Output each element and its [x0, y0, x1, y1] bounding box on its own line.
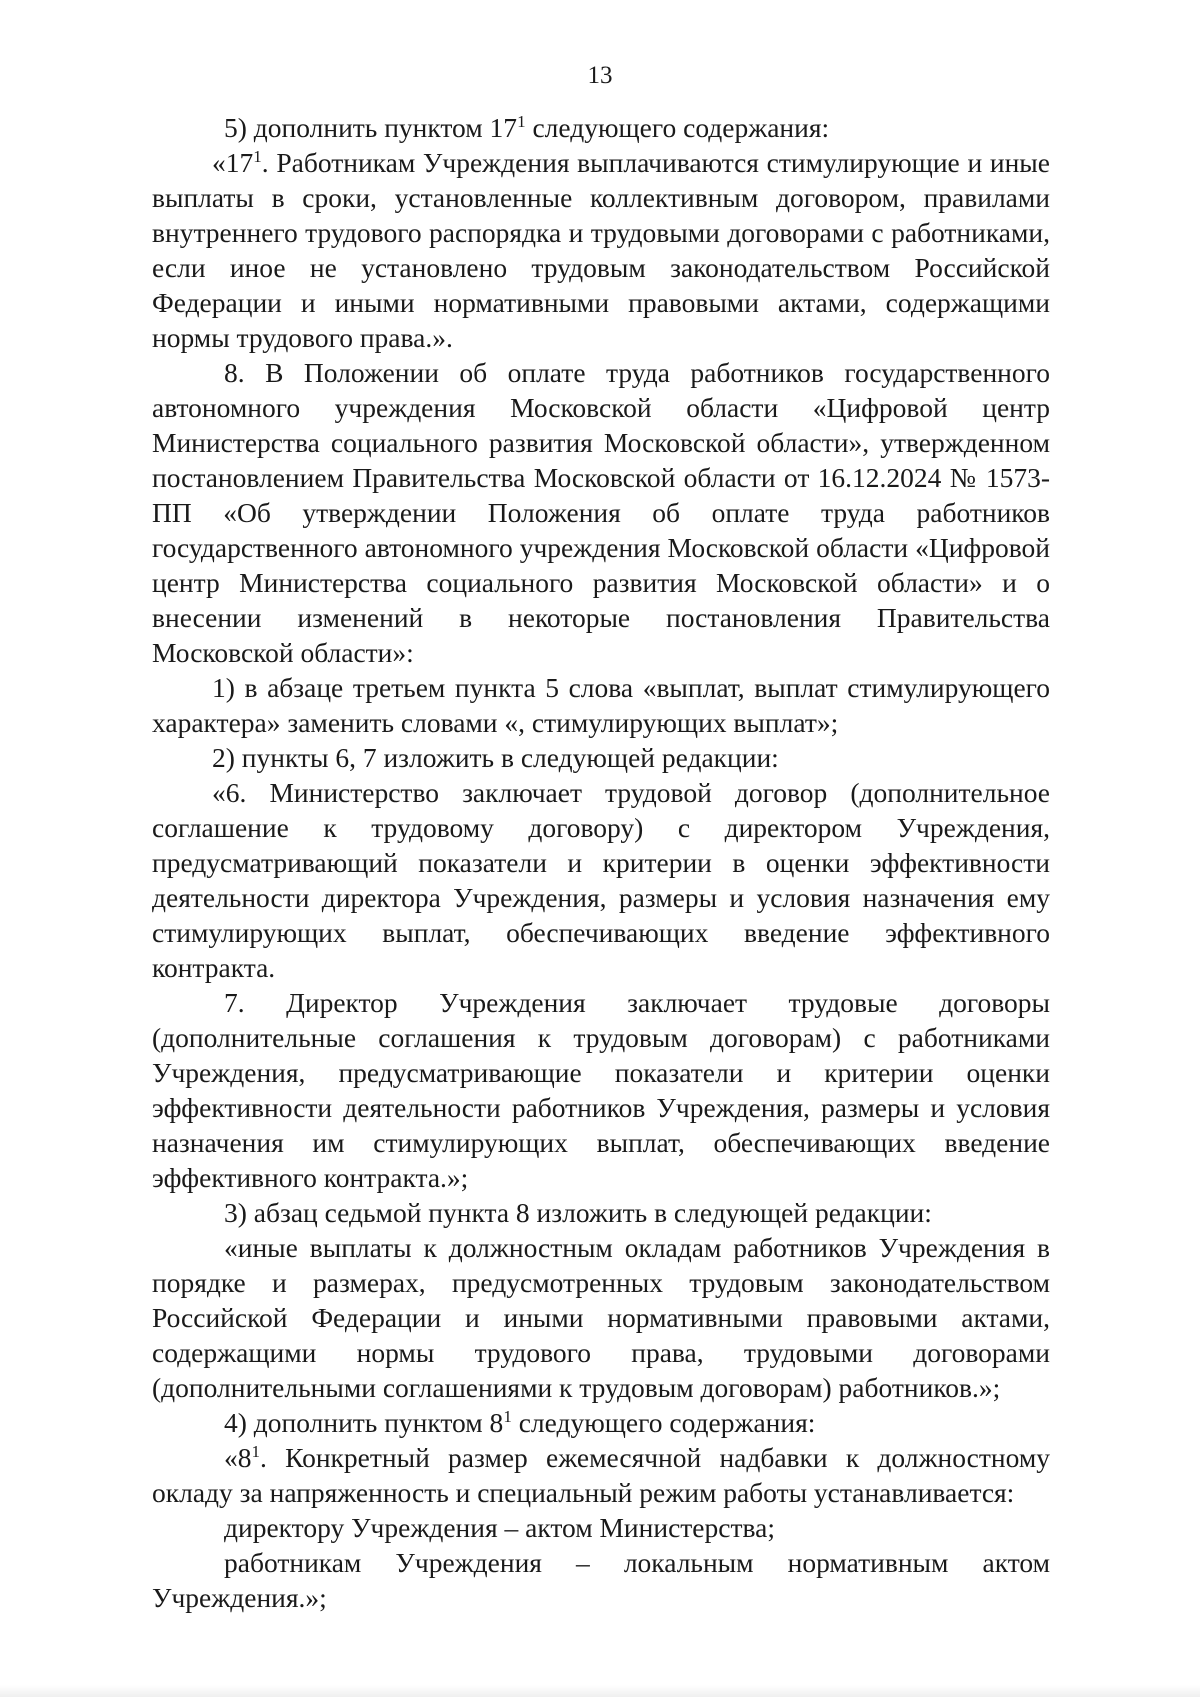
paragraph-item-1: 1) в абзаце третьем пункта 5 слова «выплат, выплат стимулирующего характера» заменить словами «, стимулирующих выплат»;	[152, 672, 1050, 738]
paragraph-item-4	[152, 1405, 1050, 1440]
paragraph-17-1-text	[152, 145, 1050, 355]
paragraph-employees: работникам Учреждения – локальным нормативным актом Учреждения.»;	[152, 1547, 1050, 1613]
paragraph-section-8: 8. В Положении об оплате труда работников государственного автономного учреждения Московской области «Цифровой центр Министерства социального развития Московской области», утвержденном постановлением Правительства Московской области от 16.12.2024 № 1573-ПП «Об утверждении Положения об оплате труда работников государственного автономного учреждения Московской области «Цифровой центр Министерства социального развития Московской области» и о внесении изменений в некоторые постановления Правительства Московской области»:	[152, 357, 1050, 668]
paragraph-item-2: 2) пункты 6, 7 изложить в следующей редакции:	[212, 742, 779, 773]
text-run: следующего содержания:	[525, 112, 830, 143]
text-run: «8	[224, 1442, 252, 1473]
text-run: . Конкретный размер ежемесячной надбавки к должностному окладу за напряженность и специальный режим работы устанавливается:	[152, 1442, 1050, 1508]
superscript: 1	[503, 1406, 512, 1426]
text-run: 5) дополнить пунктом 17	[224, 112, 518, 143]
paragraph-other-payments: «иные выплаты к должностным окладам работников Учреждения в порядке и размерах, предусмотренных трудовым законодательством Российской Федерации и иными нормативными правовыми актами, содержащими нормы трудового права, трудовыми договорами (дополнительными соглашениями к трудовым договорам) работников.»;	[152, 1232, 1050, 1403]
paragraph-point-7: 7. Директор Учреждения заключает трудовые договоры (дополнительные соглашения к трудовым договорам) с работниками Учреждения, предусматривающие показатели и критерии оценки эффективности деятельности работников Учреждения, размеры и условия назначения им стимулирующих выплат, обеспечивающих введение эффективного контракта.»;	[152, 987, 1050, 1193]
paragraph-point-8-1	[152, 1440, 1050, 1510]
superscript: 1	[253, 146, 262, 166]
document-body	[152, 110, 1050, 1615]
superscript: 1	[251, 1441, 261, 1461]
superscript: 1	[517, 111, 526, 131]
text-run: 4) дополнить пунктом 8	[224, 1407, 504, 1438]
text-run: следующего содержания:	[511, 1407, 816, 1438]
scan-edge-artifact	[0, 1685, 1200, 1697]
page-number: 13	[587, 62, 613, 89]
paragraph-director: директору Учреждения – актом Министерства;	[224, 1512, 775, 1543]
paragraph-item-5	[152, 110, 1050, 145]
text-run: «17	[212, 147, 254, 178]
text-run: . Работникам Учреждения выплачиваются стимулирующие и иные выплаты в сроки, установленные коллективным договором, правилами внутреннего трудового распорядка и трудовыми договорами с работниками, если иное не установлено трудовым законодательством Российской Федерации и иными нормативными правовыми актами, содержащими нормы трудового права.».	[152, 147, 1050, 353]
paragraph-item-3: 3) абзац седьмой пункта 8 изложить в следующей редакции:	[224, 1197, 932, 1228]
paragraph-point-6: «6. Министерство заключает трудовой договор (дополнительное соглашение к трудовому договору) с директором Учреждения, предусматривающий показатели и критерии в оценки эффективности деятельности директора Учреждения, размеры и условия назначения ему стимулирующих выплат, обеспечивающих введение эффективного контракта.	[152, 777, 1050, 983]
